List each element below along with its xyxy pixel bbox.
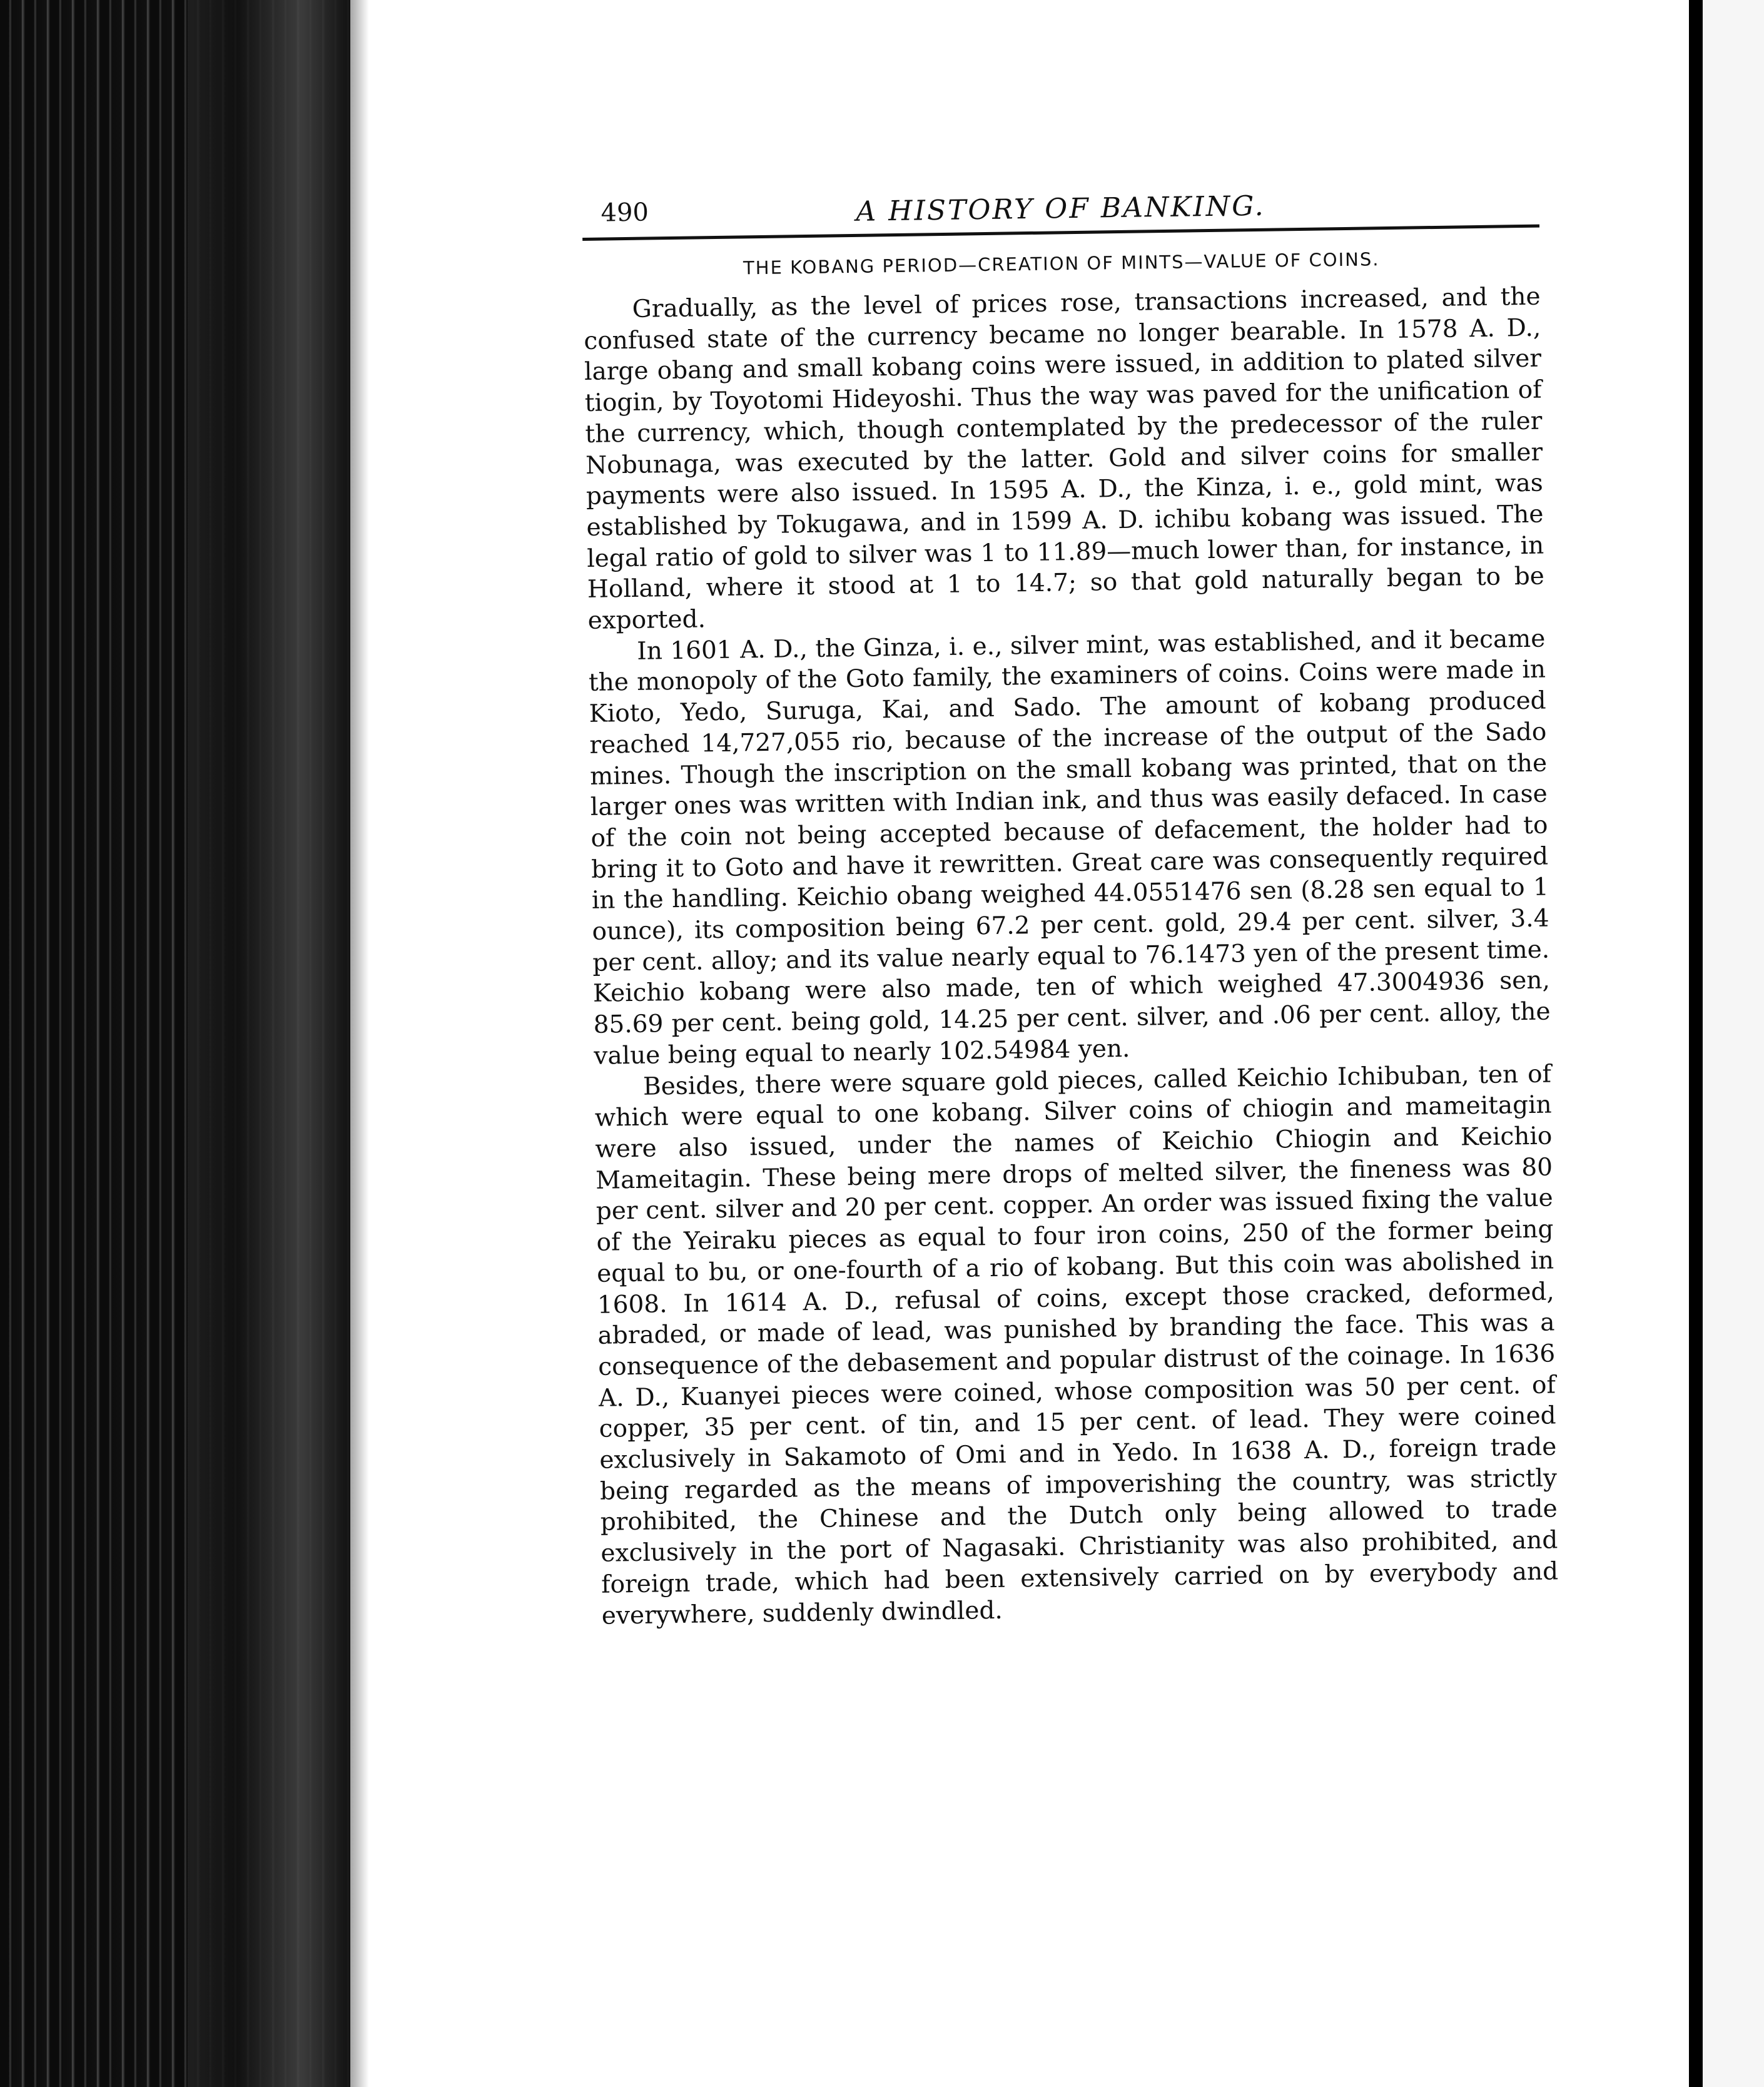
page-number: 490 (601, 198, 649, 228)
facing-page-margin (1703, 0, 1764, 2087)
running-title: A HISTORY OF BANKING. (856, 190, 1266, 228)
right-page-edge (1689, 0, 1703, 2087)
paragraph-2: In 1601 A. D., the Ginza, i. e., silver mint, was established, and it became the monopoly of the Goto family, the examiners of coins. Coins were made in Kioto, Yedo, Suruga, Kai, and Sado. The amount of kobang produced reached 14,727,055 rio, because of the increase of the output of the Sado mines. Though the inscription on the small kobang was printed, that on the larger ones was written with Indian ink, and thus was easily defaced. In case of the coin not being accepted because of defacement, the holder had to bring it to Goto and have it rewritten. Great care was consequently required in the handling. Keichio obang weighed 44.0551476 sen (8.28 sen equal to 1 ounce), its composition being 67.2 per cent. gold, 29.4 per cent. silver, 3.4 per cent. alloy; and its value nearly equal to 76.1473 yen of the present time. Keichio kobang were also made, ten of which weighed 47.3004936 sen, 85.69 per cent. being gold, 14.25 per cent. silver, and .06 per cent. alloy, the value being equal to nearly 102.54984 yen. (588, 624, 1551, 1070)
paragraph-3: Besides, there were square gold pieces, called Keichio Ichibuban, ten of which were equal to one kobang. Silver coins of chiogin and mameitagin were also issued, under the names of Keichio Chiogin and Keichio Mameitagin. These being mere drops of melted silver, the fineness was 80 per cent. silver and 20 per cent. copper. An order was issued fixing the value of the Yeiraku pieces as equal to four iron coins, 250 of the former being equal to bu, or one-fourth of a rio of kobang. But this coin was abolished in 1608. In 1614 A. D., refusal of coins, except those cracked, deformed, abraded, or made of lead, was punished by branding the face. This was a consequence of the debasement and popular distrust of the coinage. In 1636 A. D., Kuanyei pieces were coined, whose composition was 50 per cent. of copper, 35 per cent. of tin, and 15 per cent. of lead. They were coined exclusively in Sakamoto of Omi and in Yedo. In 1638 A. D., foreign trade being regarded as the means of impoverishing the country, was strictly prohibited, the Chinese and the Dutch only being allowed to trade exclusively in the port of Nagasaki. Christianity was also prohibited, and foreign trade, which had been extensively carried on by everybody and everywhere, suddenly dwindled. (594, 1060, 1559, 1630)
book-page-edges (0, 0, 350, 2087)
gutter-shadow (350, 0, 369, 2087)
paragraph-1: Gradually, as the level of prices rose, transactions increased, and the confused state of the currency became no longer bearable. In 1578 A. D., large obang and small kobang coins were issued, in addition to plated silver tiogin, by Toyotomi Hideyoshi. Thus the way was paved for the unification of the currency, which, though contemplated by the predecessor of the ruler Nobunaga, was executed by the latter. Gold and silver coins for smaller payments were also issued. In 1595 A. D., the Kinza, i. e., gold mint, was established by Tokugawa, and in 1599 A. D. ichibu kobang was issued. The legal ratio of gold to silver was 1 to 11.89—much lower than, for instance, in Holland, where it stood at 1 to 14.7; so that gold naturally began to be exported. (584, 282, 1545, 635)
text-block (582, 175, 1559, 1632)
section-heading: THE KOBANG PERIOD—CREATION OF MINTS—VALUE OF COINS. (743, 248, 1380, 279)
